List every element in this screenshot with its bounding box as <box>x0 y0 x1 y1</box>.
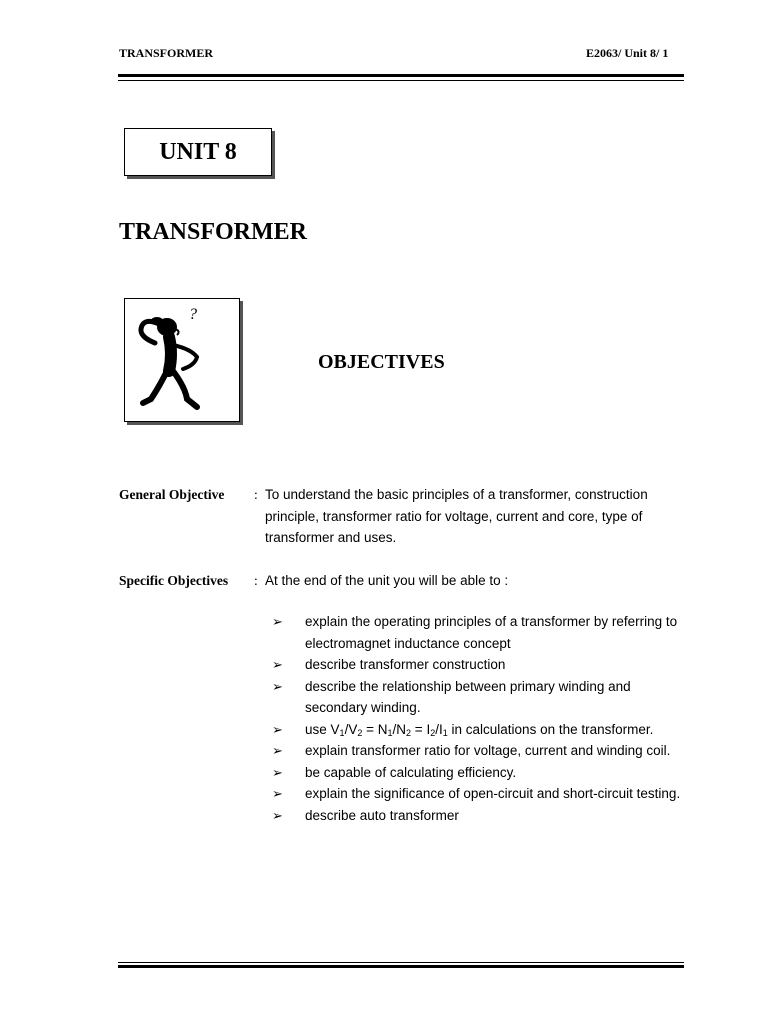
general-objective-label: General Objective <box>119 487 225 502</box>
list-item-text: be capable of calculating efficiency. <box>305 764 517 780</box>
list-item <box>270 762 690 784</box>
arrow-bullet-icon: ➢ <box>272 614 283 629</box>
specific-objectives-list <box>270 611 690 826</box>
arrow-bullet-icon: ➢ <box>272 657 283 672</box>
list-item <box>270 783 690 805</box>
unit-label-box <box>124 128 272 176</box>
list-item-text: explain the operating principles of a transformer by referring to electromagnet inductance concept <box>305 614 678 651</box>
specific-objectives-intro: At the end of the unit you will be able to : <box>265 573 509 588</box>
footer-rule-thin <box>118 962 684 963</box>
header-rule-thin <box>118 80 684 81</box>
list-item-formula <box>270 719 690 741</box>
specific-objectives-colon: : <box>254 573 258 588</box>
arrow-bullet-icon: ➢ <box>272 807 283 823</box>
list-item <box>270 805 690 827</box>
list-item <box>270 654 690 676</box>
arrow-bullet-icon: ➢ <box>272 721 283 737</box>
list-item-text: explain the significance of open-circuit and short-circuit testing. <box>305 786 681 801</box>
header-title: TRANSFORMER <box>119 46 214 60</box>
header-page-ref: E2063/ Unit 8/ 1 <box>586 46 669 60</box>
question-mark: ? <box>189 306 197 323</box>
list-item-text: describe the relationship between primary winding and secondary winding. <box>305 678 631 715</box>
page-title: TRANSFORMER <box>119 219 308 245</box>
arrow-bullet-icon: ➢ <box>272 678 283 694</box>
footer-rule-thick <box>118 965 684 968</box>
list-item <box>270 611 690 654</box>
picture-frame <box>124 298 240 422</box>
objectives-heading: OBJECTIVES <box>318 351 445 373</box>
list-item <box>270 740 690 762</box>
arrow-bullet-icon: ➢ <box>272 786 283 801</box>
formula-text: use $V_1/V_2 = N_1/N_2 = I_2/I_1$ in calculations on the transformer. <box>305 721 654 738</box>
header-rule-thick <box>118 74 684 77</box>
specific-objectives-label: Specific Objectives <box>119 573 229 588</box>
list-item-text: describe transformer construction <box>305 657 506 672</box>
confused-stick-figure-icon <box>125 299 239 421</box>
list-item <box>270 676 690 719</box>
general-objective-colon: : <box>254 487 258 502</box>
arrow-bullet-icon: ➢ <box>272 743 283 758</box>
list-item-text: describe auto transformer <box>305 807 459 823</box>
general-objective-text: To understand the basic principles of a transformer, construction principle, transformer ratio for voltage, current and core, type of transformer and uses. <box>265 487 648 545</box>
arrow-bullet-icon: ➢ <box>272 764 283 780</box>
unit-label: UNIT 8 <box>159 138 237 165</box>
list-item-text: explain transformer ratio for voltage, current and winding coil. <box>305 743 671 758</box>
